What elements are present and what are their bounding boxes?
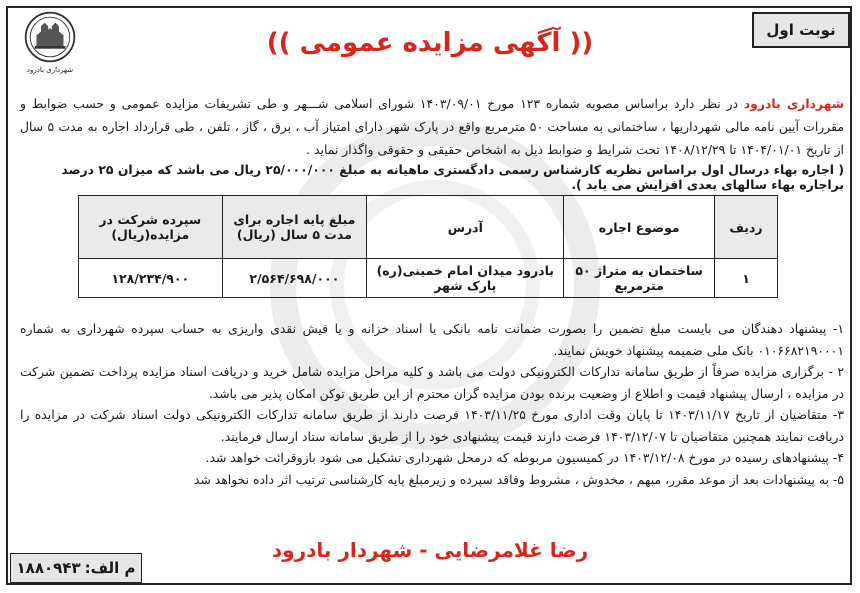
page-title: (( آگهی مزایده عمومی )) [266, 28, 594, 58]
intro-paragraph [20, 92, 844, 161]
price-note: ( اجاره بهاء درسال اول براساس نظریه کارشناس رسمی دادگستری ماهیانه به مبلغ ۲۵/۰۰۰/۰۰۰ ریال می باشد که میزان ۲۵ درصد براجاره بهاء سالهای بعدی افزایش می یابد ). [61, 162, 844, 192]
intro-text: در نظر دارد براساس مصوبه شماره ۱۲۳ مورخ ۱۴۰۳/۰۹/۰۱ شورای اسلامی شـــهر و طی تشریفات مزایده عمومی و حسب ضوابط و مقررات آیین نامه مالی شهرداریها ، ساختمانی به مساحت ۵۰ مترمربع واقع در پارک شهر دارای امتیاز آب ، برق ، گاز ، تلفن ، طی قرارداد اجاره به مدت ۵ سال از تاریخ ۱۴۰۴/۰۱/۰۱ تا ۱۴۰۸/۱۲/۲۹ تحت شرایط و ضوابط ذیل به اشخاص حقیقی و حقوقی واگذار نماید . [20, 96, 844, 157]
cell-subject: ساختمان به متراژ ۵۰ مترمربع [564, 259, 715, 298]
logo-caption: شهرداری بادرود [26, 66, 74, 74]
table-header-row [79, 196, 778, 259]
round-badge: نوبت اول [752, 12, 850, 48]
cell-row-number: ۱ [715, 259, 778, 298]
header-row-number: ردیف [715, 196, 778, 259]
cell-address: بادرود میدان امام خمینی(ره) پارک شهر [367, 259, 564, 298]
reference-label: م الف: [84, 559, 136, 577]
reference-number-box [10, 553, 142, 583]
organization-name: شهرداری بادرود [743, 96, 844, 111]
condition-item: ۳- متقاضیان از تاریخ ۱۴۰۳/۱۱/۱۷ تا پایان وقت اداری مورخ ۱۴۰۳/۱۱/۲۵ فرصت دارند از طریق سامانه تدارکات الکترونیکی دولت اسناد شرکت در مزایده را دریافت نمایند همچنین متقاضیان تا ۱۴۰۳/۱۲/۰۷ فرصت دارند قیمت پیشنهادی خود را از طریق سامانه ستاد ارسال فرمایند. [20, 407, 844, 444]
header-deposit: سپرده شرکت در مزایده(ریال) [79, 196, 223, 259]
header-base-price: مبلغ پایه اجاره برای مدت ۵ سال (ریال) [222, 196, 367, 259]
condition-item: ۲ - برگزاری مزایده صرفاً از طریق سامانه تدارکات الکترونیکی دولت می باشد و کلیه مراحل مزایده شامل خرید و دریافت اسناد مزایده پرداخت تضمین شرکت در مزایده ، ارسال پیشنهاد قیمت و اطلاع از وضعیت برنده بودن مزایده گران محترم از این طریق توکن امکان پذیر می باشد. [20, 364, 844, 401]
cell-deposit: ۱۲۸/۲۳۴/۹۰۰ [79, 259, 223, 298]
condition-item: ۵- به پیشنهادات بعد از موعد مقرر، مبهم ، مخدوش ، مشروط وفاقد سپرده و زیرمبلغ پایه کارشناسی ترتیب اثر داده نخواهد شد [193, 471, 844, 487]
condition-item: ۱- پیشنهاد دهندگان می بایست مبلغ تضمین را بصورت ضمانت نامه بانکی یا اسناد خزانه و یا فیش نقدی واریزی به حساب سپرده شهرداری به شماره ۰۱۰۶۶۸۲۱۹۰۰۰۱ بانک ملی ضمیمه پیشنهاد خویش نمایند. [20, 321, 844, 358]
reference-number: ۱۸۸۰۹۴۳ [16, 559, 81, 577]
condition-item: ۴- پیشنهادهای رسیده در مورخ ۱۴۰۳/۱۲/۰۸ در کمیسیون مربوطه که درمحل شهرداری تشکیل می شود بازوقرائت خواهد شد. [205, 450, 844, 465]
header-address: آدرس [367, 196, 564, 259]
table-row [79, 259, 778, 298]
auction-table [78, 195, 778, 298]
signature: رضا غلامرضایی - شهردار بادرود [271, 538, 589, 562]
conditions-list [20, 318, 844, 490]
cell-base-price: ۲/۵۶۴/۶۹۸/۰۰۰ [222, 259, 367, 298]
header-subject: موضوع اجاره [564, 196, 715, 259]
